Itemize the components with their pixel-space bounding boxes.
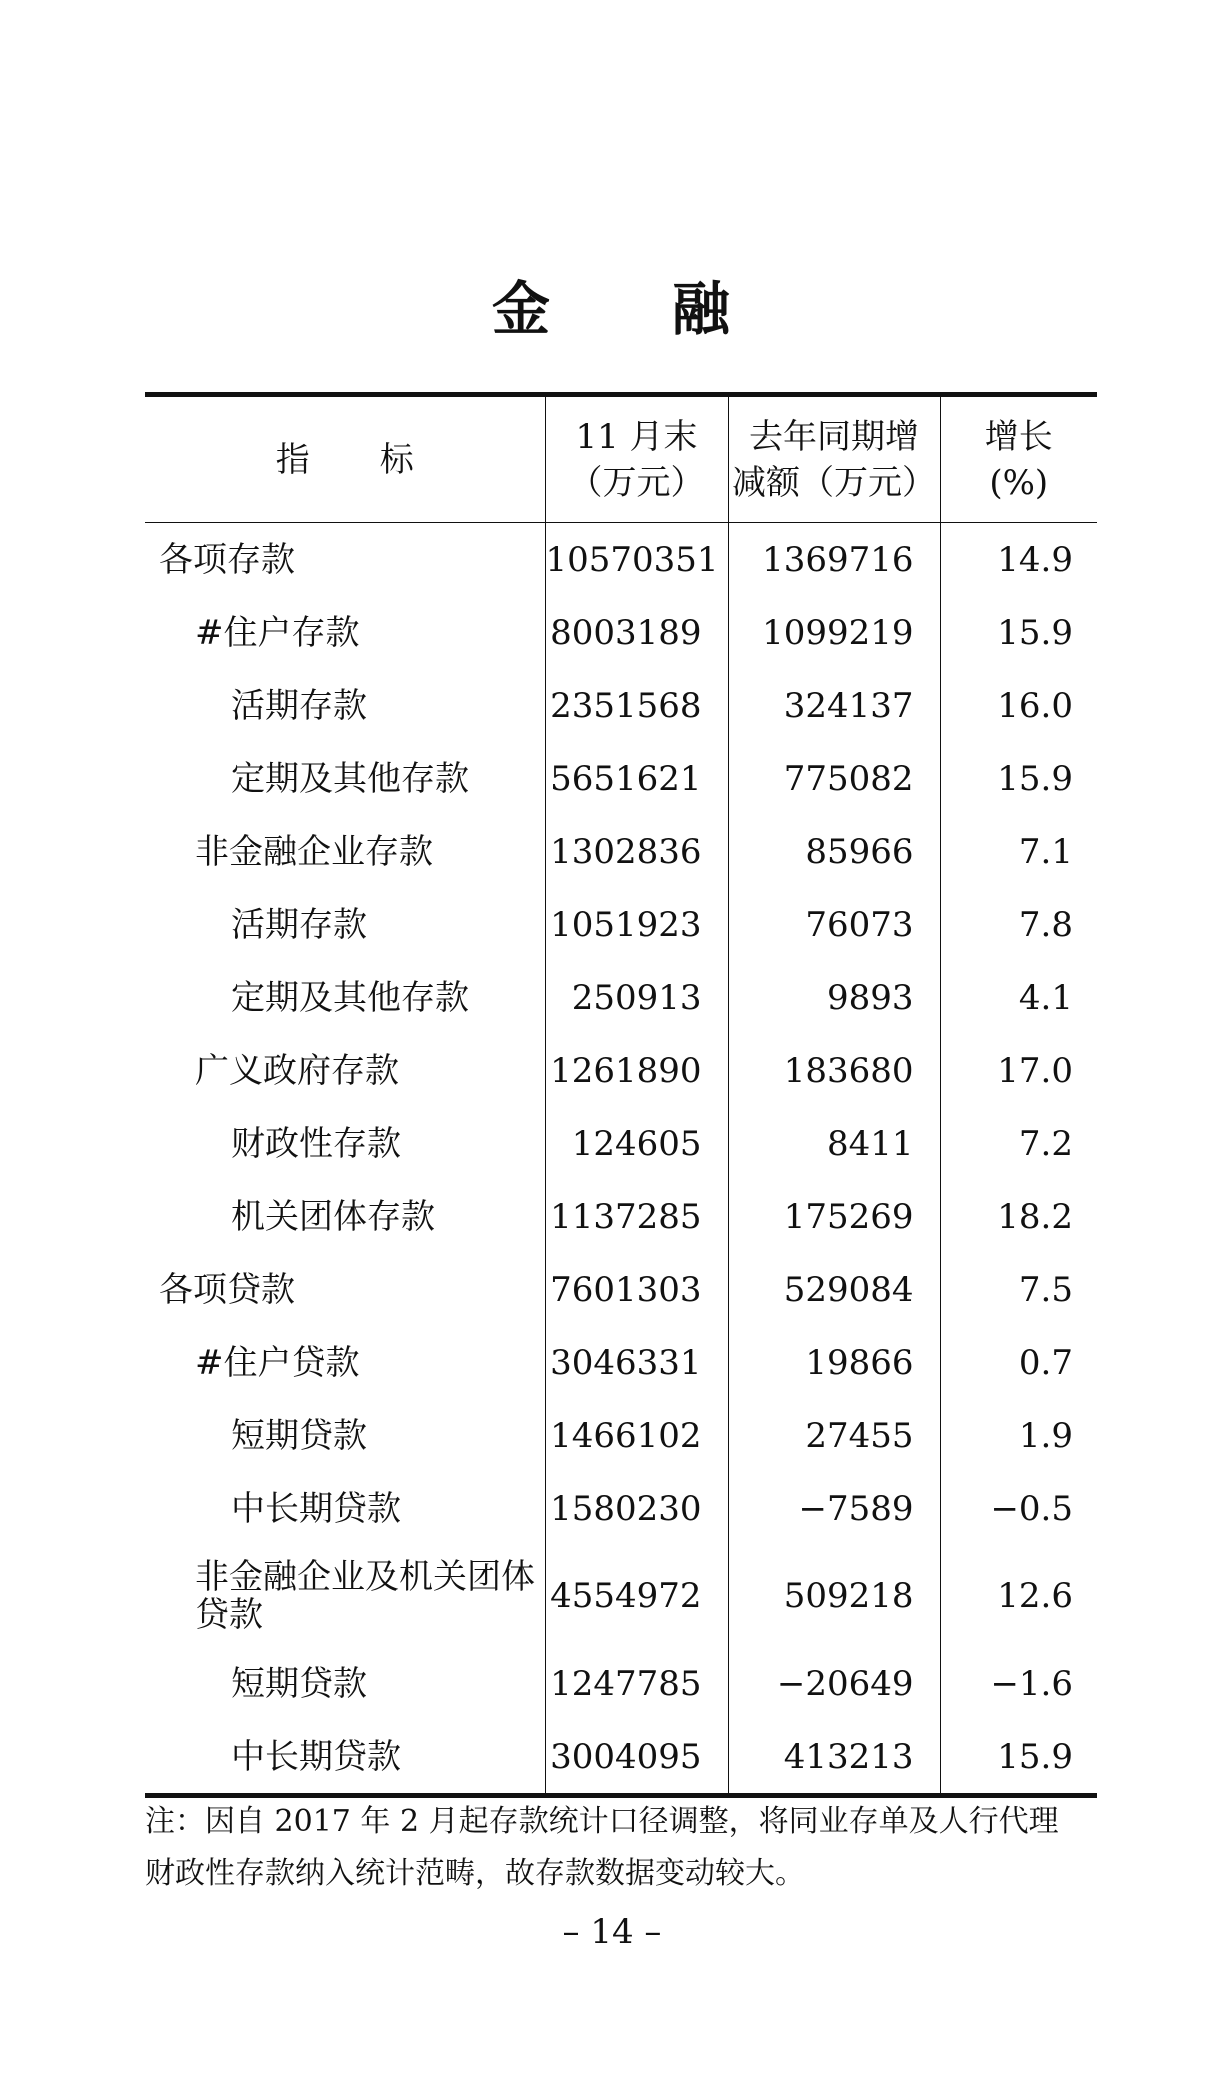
row-label: 中长期贷款: [145, 1720, 545, 1796]
row-label-line-2: 贷款: [195, 1595, 263, 1635]
row-growth: 7.2: [940, 1107, 1097, 1180]
row-change: 27455: [728, 1399, 940, 1472]
table-row: [145, 1034, 1097, 1107]
header-growth-line-1: 增长: [984, 416, 1053, 457]
row-growth: 4.1: [940, 961, 1097, 1034]
table-row: [145, 1720, 1097, 1796]
row-label: 机关团体存款: [231, 1196, 435, 1237]
row-growth: 7.1: [940, 815, 1097, 888]
header-month-end-line-2: （万元）: [568, 462, 705, 503]
header-yoy-change-line-2: 减额（万元）: [732, 462, 936, 503]
row-label: 定期及其他存款: [231, 758, 469, 799]
header-growth-line-2: (%): [989, 462, 1049, 503]
row-change: 183680: [728, 1034, 940, 1107]
table-row: [145, 1180, 1097, 1253]
row-value: 3046331: [545, 1326, 728, 1399]
row-value: 1247785: [545, 1647, 728, 1720]
row-value: 3004095: [545, 1720, 728, 1796]
row-value: 4554972: [545, 1545, 728, 1647]
row-growth: 18.2: [940, 1180, 1097, 1253]
row-value: 1261890: [545, 1034, 728, 1107]
row-growth: 12.6: [940, 1545, 1097, 1647]
row-value: 1580230: [545, 1472, 728, 1545]
row-change: 413213: [728, 1720, 940, 1796]
table-row: [145, 669, 1097, 742]
row-growth: 15.9: [940, 1720, 1097, 1796]
row-growth: 7.5: [940, 1253, 1097, 1326]
header-indicator: [145, 395, 545, 523]
row-change: 509218: [728, 1545, 940, 1647]
row-value: 5651621: [545, 742, 728, 815]
row-label: #住户存款: [195, 612, 360, 653]
row-growth: 7.8: [940, 888, 1097, 961]
row-value: 7601303: [545, 1253, 728, 1326]
row-change: 1099219: [728, 596, 940, 669]
header-indicator-char-2: 标: [379, 439, 414, 480]
footnote-line-2: 财政性存款纳入统计范畴，故存款数据变动较大。: [145, 1856, 805, 1891]
header-month-end: [545, 395, 728, 523]
row-label: 非金融企业存款: [195, 831, 433, 872]
row-change: 175269: [728, 1180, 940, 1253]
table-row: [145, 1647, 1097, 1720]
finance-table-container: [145, 392, 1097, 1798]
header-month-end-line-1: 11 月末: [575, 416, 698, 457]
table-header-row: [145, 395, 1097, 523]
table-row: [145, 523, 1097, 597]
row-growth: −0.5: [940, 1472, 1097, 1545]
page-title-char-2: 融: [672, 275, 733, 343]
page-title: [0, 262, 1224, 346]
row-value: 8003189: [545, 596, 728, 669]
row-value: 1051923: [545, 888, 728, 961]
table-row: [145, 1253, 1097, 1326]
row-change: 9893: [728, 961, 940, 1034]
row-label: #住户贷款: [195, 1342, 360, 1383]
row-value: 1137285: [545, 1180, 728, 1253]
row-value: 10570351: [545, 523, 728, 597]
row-label: [145, 1545, 545, 1647]
row-label: 短期贷款: [231, 1415, 367, 1456]
table-row: [145, 742, 1097, 815]
row-change: 775082: [728, 742, 940, 815]
table-row: [145, 815, 1097, 888]
header-yoy-change-line-1: 去年同期增: [749, 416, 919, 457]
row-change: 324137: [728, 669, 940, 742]
row-change: 19866: [728, 1326, 940, 1399]
row-label: 各项存款: [159, 539, 295, 580]
page-title-char-1: 金: [491, 275, 552, 343]
row-label: 中长期贷款: [231, 1488, 401, 1529]
row-change: 529084: [728, 1253, 940, 1326]
page-number: – 14 –: [562, 1912, 662, 1952]
row-growth: 16.0: [940, 669, 1097, 742]
row-label: 广义政府存款: [195, 1050, 399, 1091]
row-label: 定期及其他存款: [231, 977, 469, 1018]
row-growth: 14.9: [940, 523, 1097, 597]
table-footnote: [145, 1796, 1105, 1900]
row-growth: 15.9: [940, 742, 1097, 815]
row-change: 1369716: [728, 523, 940, 597]
row-growth: 17.0: [940, 1034, 1097, 1107]
row-value: 1466102: [545, 1399, 728, 1472]
table-row: [145, 596, 1097, 669]
header-indicator-char-1: 指: [275, 439, 310, 480]
row-change: −7589: [728, 1472, 940, 1545]
row-change: 76073: [728, 888, 940, 961]
table-row: [145, 888, 1097, 961]
row-label: 财政性存款: [231, 1123, 401, 1164]
row-label: 活期存款: [231, 685, 367, 726]
table-row: [145, 1399, 1097, 1472]
row-value: 250913: [545, 961, 728, 1034]
table-row: [145, 1545, 1097, 1647]
header-yoy-change: [728, 395, 940, 523]
row-label-line-1: 非金融企业及机关团体: [195, 1557, 535, 1597]
row-value: 2351568: [545, 669, 728, 742]
row-label: 活期存款: [231, 904, 367, 945]
table-row: [145, 961, 1097, 1034]
row-growth: −1.6: [940, 1647, 1097, 1720]
row-growth: 1.9: [940, 1399, 1097, 1472]
finance-table: [145, 392, 1097, 1798]
table-row: [145, 1107, 1097, 1180]
row-change: −20649: [728, 1647, 940, 1720]
table-row: [145, 1326, 1097, 1399]
footnote-line-1: 注：因自 2017 年 2 月起存款统计口径调整，将同业存单及人行代理: [145, 1804, 1059, 1839]
row-value: 1302836: [545, 815, 728, 888]
row-growth: 15.9: [940, 596, 1097, 669]
row-change: 8411: [728, 1107, 940, 1180]
row-change: 85966: [728, 815, 940, 888]
row-value: 124605: [545, 1107, 728, 1180]
row-label: 各项贷款: [159, 1269, 295, 1310]
row-growth: 0.7: [940, 1326, 1097, 1399]
table-row: [145, 1472, 1097, 1545]
row-label: 短期贷款: [231, 1663, 367, 1704]
header-growth: [940, 395, 1097, 523]
